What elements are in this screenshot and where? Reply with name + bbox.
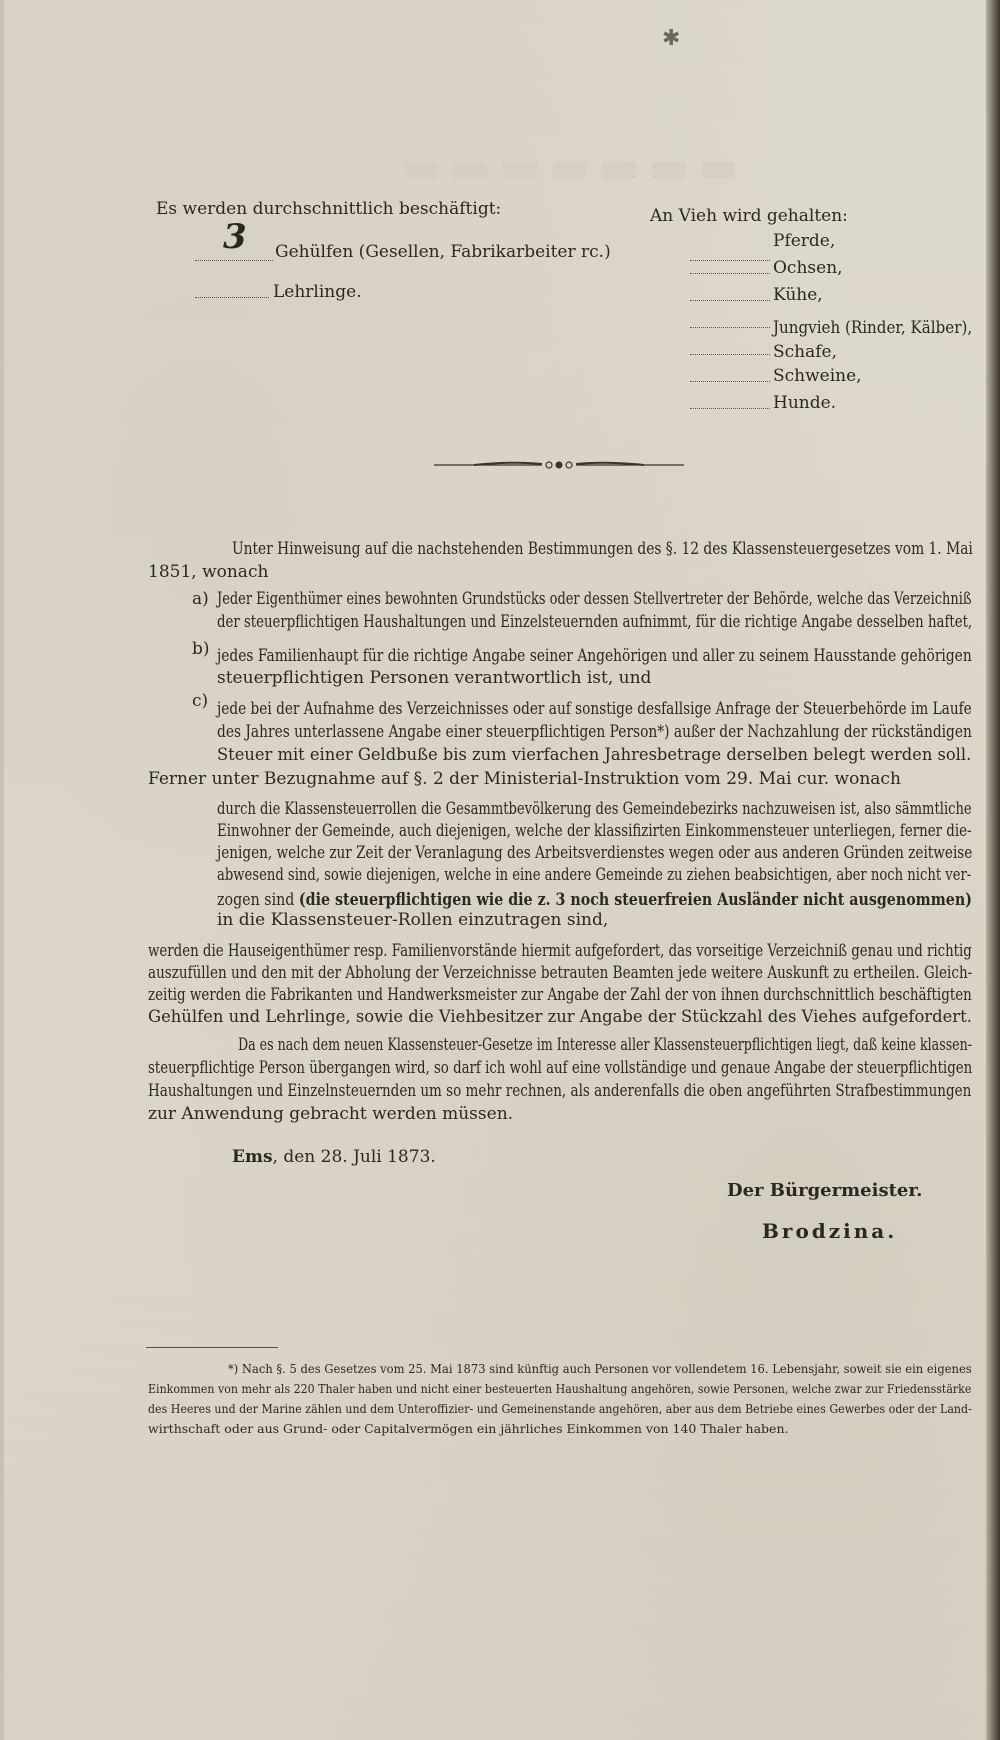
indent-last-prefix: zogen sind	[217, 890, 295, 910]
bleed-through-heading: ▬▬▬▬▬▬▬	[400, 142, 748, 193]
livestock-label-pigs: Schweine,	[773, 366, 862, 386]
indent-end: in die Klassensteuer-Rollen einzutragen sind,	[217, 910, 609, 930]
item-c-line-3: Steuer mit einer Geldbuße bis zum vierfachen Jahresbetrage derselben belegt werden soll.	[217, 745, 972, 765]
livestock-label-cows: Kühe,	[773, 285, 823, 305]
werden-line-2: auszufüllen und den mit der Abholung der Verzeichnisse betrauten Beamten jede weitere Auskunft zu ertheilen. Gleich-	[148, 963, 973, 983]
livestock-label-dogs: Hunde.	[773, 393, 837, 413]
da-line-3: Haushaltungen und Einzelnsteuernden um so mehr rechnen, als anderenfalls die oben angeführten Strafbestimmungen	[148, 1081, 972, 1101]
werden-line-4: Gehülfen und Lehrlinge, sowie die Viehbesitzer zur Angabe der Stückzahl des Viehes aufgefordert.	[148, 1007, 972, 1027]
item-b-line-1: jedes Familienhaupt für die richtige Angabe seiner Angehörigen und aller zu seinem Hausstande gehörigen	[217, 646, 972, 666]
indent-line-3: jenigen, welche zur Zeit der Veranlagung des Arbeitsverdienstes wegen oder aus anderen Gründen zeitweise	[217, 843, 973, 863]
apprentices-count-line[interactable]	[195, 281, 271, 303]
footnote-line-4: wirthschaft oder aus Grund- oder Capitalvermögen ein jährliches Einkommen von 140 Thaler haben.	[148, 1421, 789, 1436]
footnote-rule	[146, 1347, 278, 1348]
livestock-line-young-cattle[interactable]	[690, 311, 772, 333]
employees-heading: Es werden durchschnittlich beschäftigt:	[156, 199, 502, 219]
livestock-label-oxen: Ochsen,	[773, 258, 843, 278]
item-c-letter: c)	[192, 691, 209, 711]
journeymen-count-value: 3	[223, 217, 247, 257]
da-line-1: Da es nach dem neuen Klassensteuer-Gesetze im Interesse aller Klassensteuerpflichtigen liegt, daß keine klassen-	[238, 1035, 973, 1055]
journeymen-count-line[interactable]	[195, 217, 275, 264]
indent-line-1: durch die Klassensteuerrollen die Gesammtbevölkerung des Gemeindebezirks nachzuweisen ist, also sämmtliche	[217, 799, 972, 819]
indent-line-2: Einwohner der Gemeinde, auch diejenigen, welche der klassifizirten Einkommensteuer unterliegen, ferner die-	[217, 821, 972, 841]
item-a-line-2: der steuerpflichtigen Haushaltungen und Einzelsteuernden aufnimmt, für die richtige Angabe desselben haftet,	[217, 612, 973, 632]
indent-line-4: abwesend sind, sowie diejenigen, welche in eine andere Gemeinde zu ziehen beabsichtigen, aber noch nicht ver-	[217, 865, 972, 885]
ferner-line: Ferner unter Bezugnahme auf §. 2 der Ministerial-Instruktion vom 29. Mai cur. wonach	[148, 769, 901, 789]
livestock-heading: An Vieh wird gehalten:	[650, 206, 848, 226]
livestock-line-pigs[interactable]	[690, 365, 772, 387]
livestock-label-horses: Pferde,	[773, 231, 836, 251]
item-a-line-1: Jeder Eigenthümer eines bewohnten Grundstücks oder dessen Stellvertreter der Behörde, welche das Verzeichniß	[217, 589, 972, 609]
item-c-line-2: des Jahres unterlassene Angabe einer steuerpflichtigen Person*) außer der Nachzahlung der rückständigen	[217, 722, 972, 742]
mayor-title: Der Bürgermeister.	[727, 1180, 923, 1201]
footnote-line-3: des Heeres und der Marine zählen und dem Unteroffizier- und Gemeinenstande angehören, aber aus dem Betriebe eines Gewerbes oder der Land-	[148, 1401, 972, 1416]
page-left-edge	[0, 0, 4, 1740]
journeymen-label: Gehülfen (Gesellen, Fabrikarbeiter rc.)	[275, 242, 611, 262]
indent-bold-clause: (die steuerpflichtigen wie die z. 3 noch steuerfreien Ausländer nicht ausgenommen)	[298, 890, 972, 910]
item-b-line-2: steuerpflichtigen Personen verantwortlich ist, und	[217, 668, 652, 688]
dateline-date: , den 28. Juli 1873.	[272, 1147, 436, 1167]
item-b-letter: b)	[192, 639, 210, 659]
werden-line-1: werden die Hauseigenthümer resp. Familienvorstände hiermit aufgefordert, das vorseitige Verzeichniß genau und richtig	[148, 941, 972, 961]
item-c-line-1: jede bei der Aufnahme des Verzeichnisses oder auf sonstige desfallsige Anfrage der Steuerbehörde im Laufe	[217, 699, 972, 719]
da-line-4: zur Anwendung gebracht werden müssen.	[148, 1104, 514, 1124]
page-binding-edge	[986, 0, 1000, 1740]
dateline-place: Ems	[232, 1147, 273, 1167]
livestock-line-cows[interactable]	[690, 284, 772, 306]
livestock-line-oxen[interactable]	[690, 257, 772, 279]
ornamental-divider	[434, 458, 684, 472]
apprentices-label: Lehrlinge.	[273, 282, 362, 302]
dateline	[232, 1146, 436, 1168]
footnote-line-1: *) Nach §. 5 des Gesetzes vom 25. Mai 1873 sind künftig auch Personen vor vollendetem 16. Lebensjahr, soweit sie ein eigenes	[228, 1361, 972, 1376]
da-line-2: steuerpflichtige Person übergangen wird, so darf ich wohl auf eine vollständige und genaue Angabe der steuerpflichtigen	[148, 1058, 973, 1078]
corner-ink-mark: ✱	[662, 26, 681, 51]
footnote-line-2: Einkommen von mehr als 220 Thaler haben und nicht einer besteuerten Haushaltung angehören, sowie Personen, welche zwar zur Friedensstärke	[148, 1381, 972, 1396]
livestock-line-sheep[interactable]	[690, 338, 772, 360]
intro-line-1: Unter Hinweisung auf die nachstehenden Bestimmungen des §. 12 des Klassensteuergesetzes vom 1. Mai	[232, 539, 973, 559]
livestock-label-young-cattle: Jungvieh (Rinder, Kälber),	[773, 318, 973, 338]
livestock-label-sheep: Schafe,	[773, 342, 838, 362]
mayor-name: Brodzina.	[762, 1219, 898, 1243]
item-a-letter: a)	[192, 589, 209, 609]
werden-line-3: zeitig werden die Fabrikanten und Handwerksmeister zur Angabe der Zahl der von ihnen durchschnittlich beschäftigten	[148, 985, 972, 1005]
intro-line-2: 1851, wonach	[148, 562, 269, 582]
indent-line-5	[217, 889, 972, 911]
livestock-line-dogs[interactable]	[690, 392, 772, 414]
